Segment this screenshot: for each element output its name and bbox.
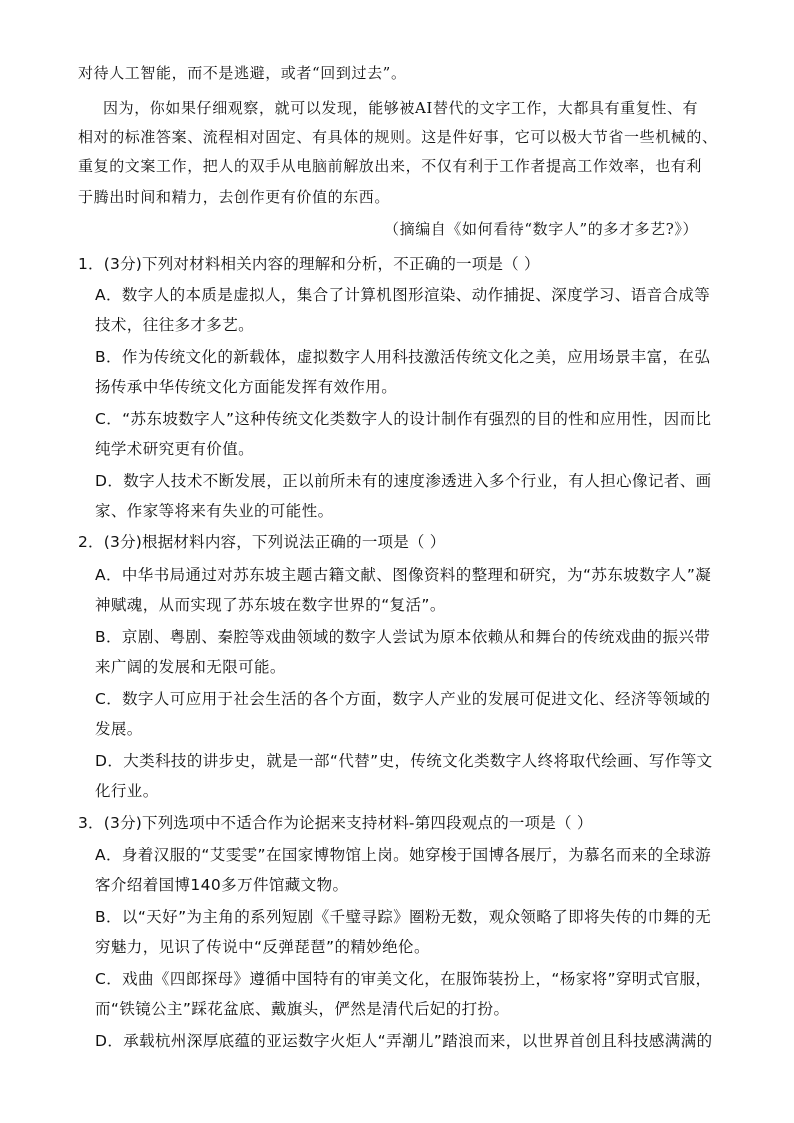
option-line: 神赋魂，从而实现了苏东坡在数字世界的“复活”。	[95, 596, 446, 614]
option-line: C．戏曲《四郎探母》遵循中国特有的审美文化，在服饰装扮上，“杨家将”穿明式官服，	[95, 970, 712, 988]
option-line: 而“铁镜公主”踩花盆底、戴旗头，俨然是清代后妃的打扮。	[95, 1000, 510, 1018]
passage-line: 因为，你如果仔细观察，就可以发现，能够被AI替代的文字工作，大都具有重复性、有	[103, 99, 699, 117]
option-line: 穷魅力，见识了传说中“反弹琵琶”的精妙绝伦。	[95, 938, 430, 956]
option-line: B．京剧、粤剧、秦腔等戏曲领域的数字人尝试为原本依赖从和舞台的传统戏曲的振兴带	[95, 628, 711, 646]
option-line: D．承载杭州深厚底蕴的亚运数字火炬人“弄潮儿”踏浪而来，以世界首创且科技感满满的	[95, 1032, 713, 1050]
option-line: A．中华书局通过对苏东坡主题古籍文献、图像资料的整理和研究，为“苏东坡数字人”凝	[95, 566, 712, 584]
passage-line: 对待人工智能，而不是逃避，或者“回到过去”。	[78, 64, 407, 82]
question-stem: 2．(3分)根据材料内容，下列说法正确的一项是（ ）	[78, 533, 446, 551]
option-line: C．“苏东坡数字人”这种传统文化类数字人的设计制作有强烈的目的性和应用性，因而比	[95, 410, 712, 428]
option-line: 来广阔的发展和无限可能。	[95, 658, 286, 676]
option-line: 客介绍着国博140多万件馆藏文物。	[95, 876, 349, 894]
option-line: B．作为传统文化的新载体，虚拟数字人用科技激活传统文化之美，应用场景丰富，在弘	[95, 348, 711, 366]
option-line: A．身着汉服的“艾雯雯”在国家博物馆上岗。她穿梭于国博各展厅，为慕名而来的全球游	[95, 846, 712, 864]
passage-line: 重复的文案工作，把人的双手从电脑前解放出来，不仅有利于工作者提高工作效率，也有利	[78, 157, 703, 175]
question-stem: 3．(3分)下列选项中不适合作为论据来支持材料-第四段观点的一项是（ ）	[78, 814, 593, 832]
option-line: 扬传承中华传统文化方面能发挥有效作用。	[95, 378, 398, 396]
option-line: 技术，往往多才多艺。	[95, 316, 255, 334]
question-stem: 1．(3分)下列对材料相关内容的理解和分析，不正确的一项是（ ）	[78, 255, 540, 273]
option-line: 发展。	[95, 720, 143, 738]
passage-line: 于腾出时间和精力，去创作更有价值的东西。	[78, 188, 391, 206]
passage-source: （摘编自《如何看待“数字人”的多才多艺?》）	[384, 220, 699, 238]
passage-line: 相对的标准答案、流程相对固定、有具体的规则。这是件好事，它可以极大节省一些机械的、	[78, 128, 718, 146]
option-line: C．数字人可应用于社会生活的各个方面，数字人产业的发展可促进文化、经济等领域的	[95, 690, 711, 708]
option-line: D．数字人技术不断发展，正以前所未有的速度渗透进入多个行业，有人担心像记者、画	[95, 472, 712, 490]
option-line: 纯学术研究更有价值。	[95, 440, 255, 458]
option-line: 化行业。	[95, 782, 159, 800]
option-line: A．数字人的本质是虚拟人，集合了计算机图形渲染、动作捕捉、深度学习、语音合成等	[95, 286, 711, 304]
option-line: D．大类科技的讲步史，就是一部“代替”史，传统文化类数字人终将取代绘画、写作等文	[95, 752, 713, 770]
option-line: 家、作家等将来有失业的可能性。	[95, 502, 334, 520]
option-line: B．以“天好”为主角的系列短剧《千璧寻踪》圈粉无数，观众领略了即将失传的巾舞的无	[95, 908, 712, 926]
